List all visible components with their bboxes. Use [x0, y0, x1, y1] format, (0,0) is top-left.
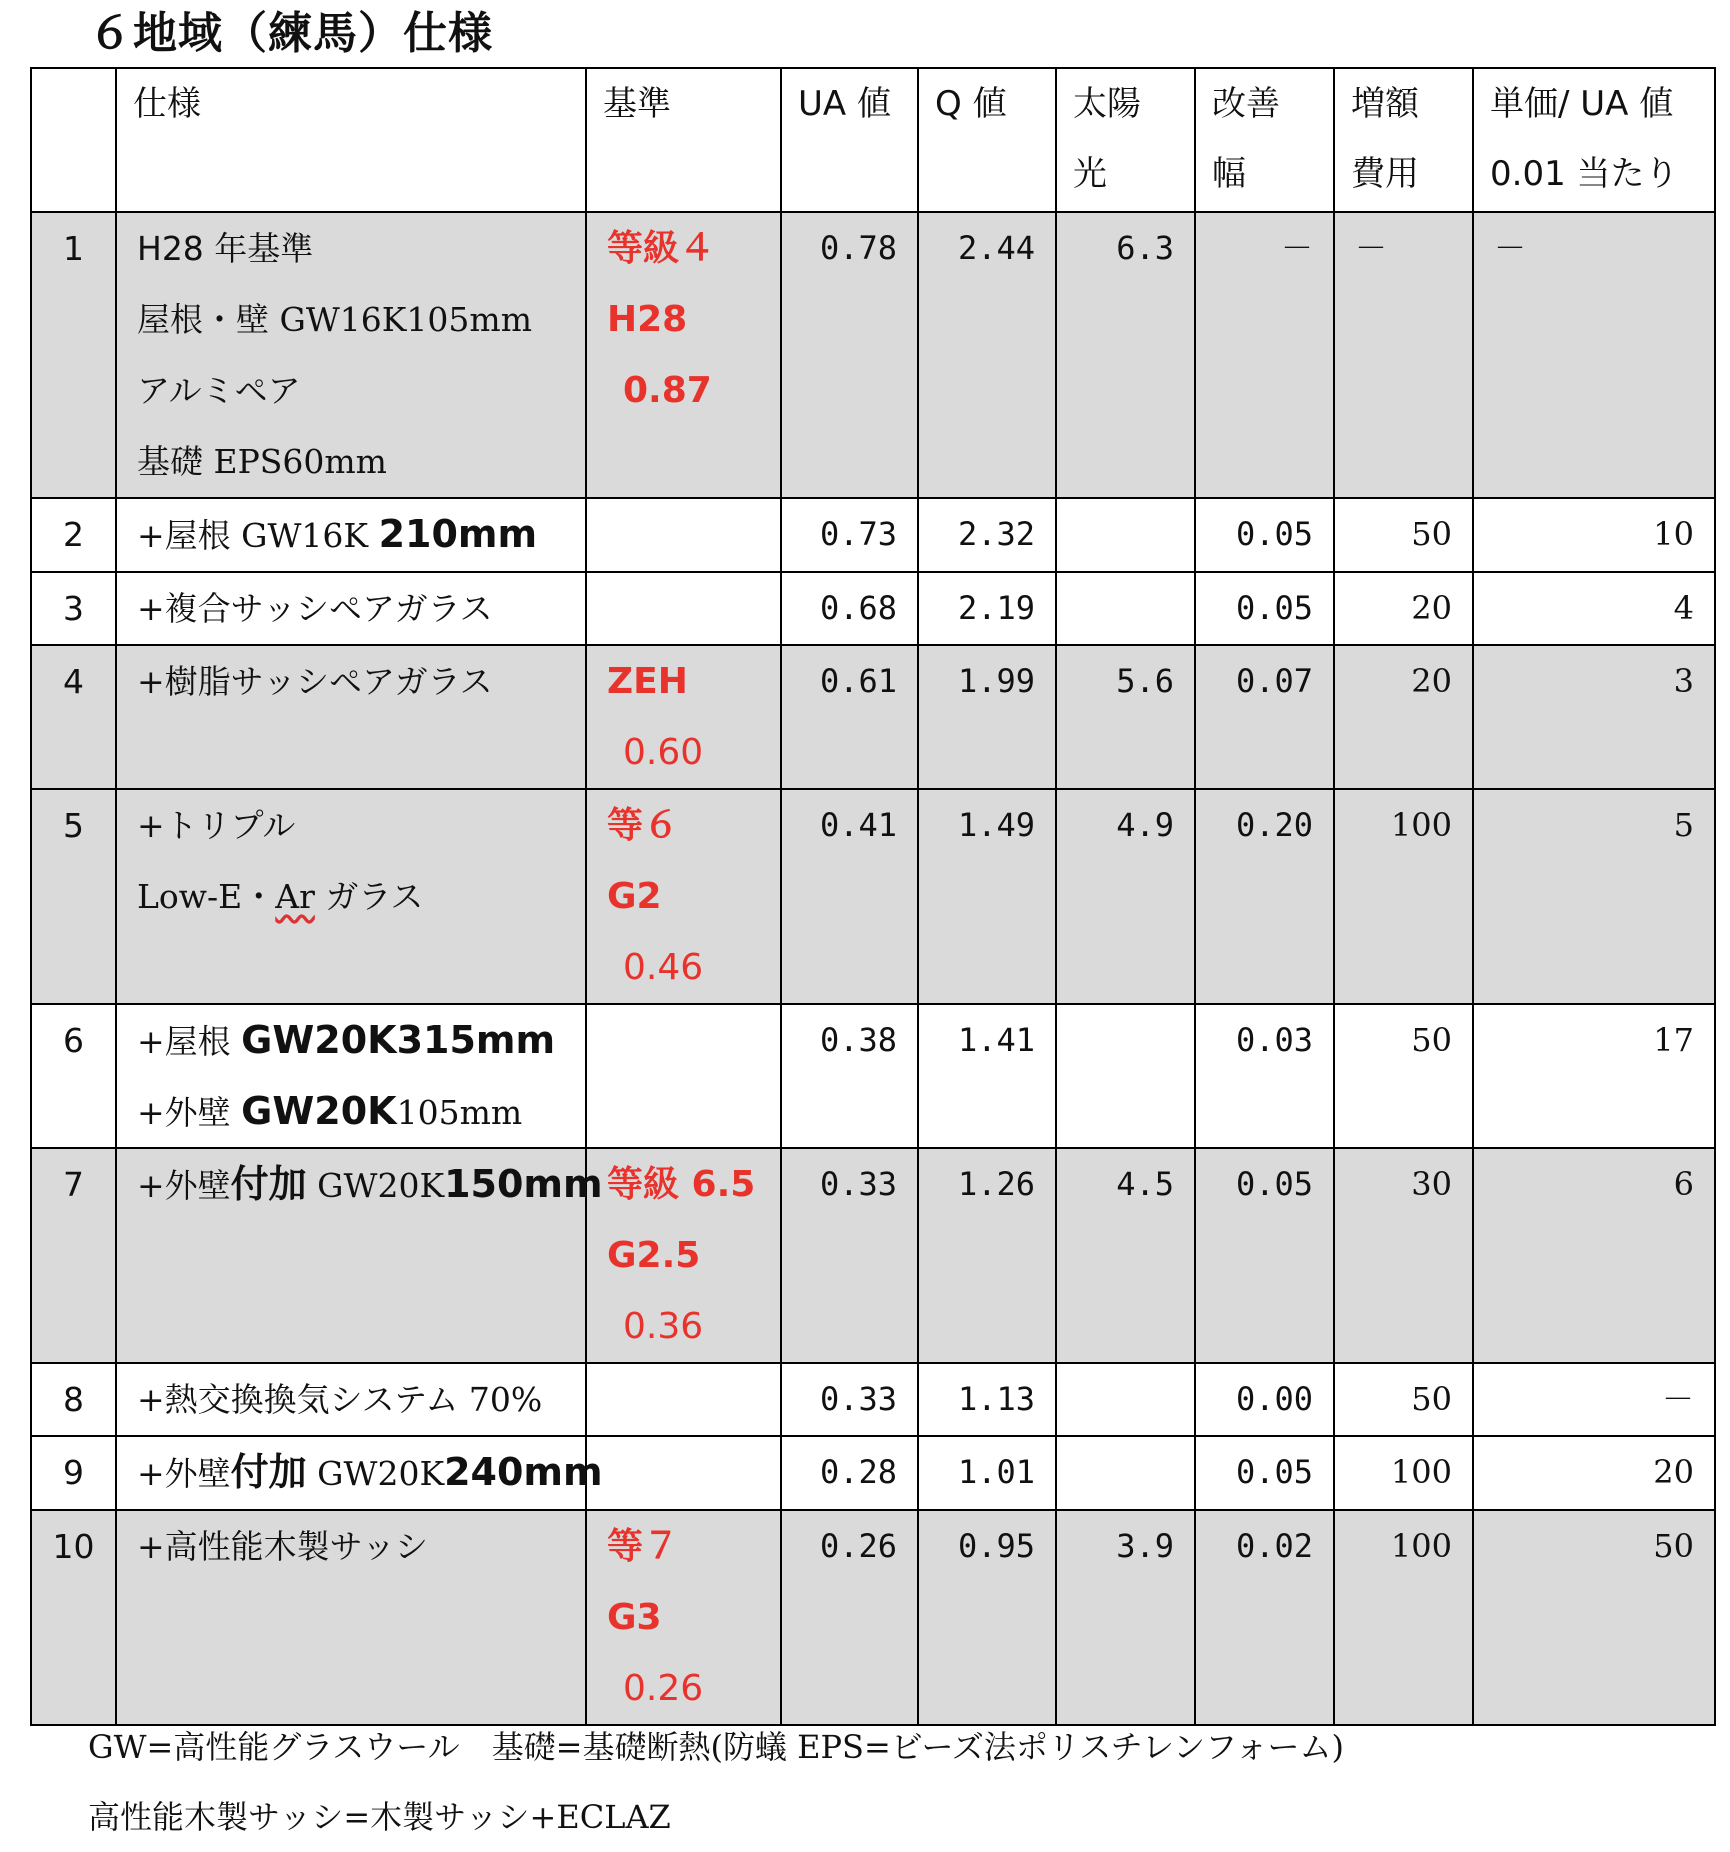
row-solar — [1056, 572, 1195, 645]
row-number: 6 — [31, 1004, 116, 1148]
row-solar — [1056, 1436, 1195, 1510]
header-row — [31, 68, 1715, 212]
table-row — [31, 645, 1715, 789]
row-q: 2.32 — [918, 498, 1056, 572]
row-unit-price: 5 — [1473, 789, 1715, 1004]
row-q: 1.01 — [918, 1436, 1056, 1510]
row-q: 1.13 — [918, 1363, 1056, 1436]
footer-note-1: GW=高性能グラスウール 基礎=基礎断熱(防蟻 EPS=ビーズ法ポリスチレンフォーム) — [88, 1728, 1345, 1766]
row-cost: 30 — [1334, 1148, 1473, 1363]
row-solar — [1056, 1004, 1195, 1148]
row-ua: 0.38 — [781, 1004, 918, 1148]
row-spec: +外壁付加 GW20K150mm — [116, 1148, 586, 1363]
row-number: 5 — [31, 789, 116, 1004]
row-unit-price: 4 — [1473, 572, 1715, 645]
row-number: 3 — [31, 572, 116, 645]
row-q: 0.95 — [918, 1510, 1056, 1725]
row-improve: 0.05 — [1195, 1436, 1334, 1510]
header-unit-price: 単価/ UA 値 0.01 当たり — [1473, 68, 1715, 212]
row-solar: 4.5 — [1056, 1148, 1195, 1363]
row-cost: 100 — [1334, 1436, 1473, 1510]
row-number: 4 — [31, 645, 116, 789]
header-ua: UA 値 — [781, 68, 918, 212]
row-cost: 20 — [1334, 572, 1473, 645]
table-row — [31, 1148, 1715, 1363]
row-unit-price: 20 — [1473, 1436, 1715, 1510]
row-standard — [586, 1363, 781, 1436]
spec-table — [30, 67, 1716, 1726]
row-standard: ZEH 0.60 — [586, 645, 781, 789]
row-standard: 等６ G2 0.46 — [586, 789, 781, 1004]
row-solar — [1056, 1363, 1195, 1436]
row-unit-price: 50 — [1473, 1510, 1715, 1725]
row-standard — [586, 572, 781, 645]
row-solar: 4.9 — [1056, 789, 1195, 1004]
row-unit-price: 10 — [1473, 498, 1715, 572]
table-row — [31, 1510, 1715, 1725]
row-ua: 0.78 — [781, 212, 918, 498]
row-cost: 20 — [1334, 645, 1473, 789]
row-q: 1.99 — [918, 645, 1056, 789]
table-row — [31, 1004, 1715, 1148]
table-row — [31, 1436, 1715, 1510]
table-row — [31, 572, 1715, 645]
row-ua: 0.73 — [781, 498, 918, 572]
row-solar: 3.9 — [1056, 1510, 1195, 1725]
row-cost: 100 — [1334, 1510, 1473, 1725]
row-cost: 100 — [1334, 789, 1473, 1004]
header-solar: 太陽 光 — [1056, 68, 1195, 212]
row-spec: +複合サッシペアガラス — [116, 572, 586, 645]
row-improve: 0.07 — [1195, 645, 1334, 789]
row-improve: 0.02 — [1195, 1510, 1334, 1725]
row-solar: 5.6 — [1056, 645, 1195, 789]
table-row — [31, 1363, 1715, 1436]
row-improve: 0.20 — [1195, 789, 1334, 1004]
row-improve: － — [1195, 212, 1334, 498]
row-number: 8 — [31, 1363, 116, 1436]
row-spec: +屋根 GW16K 210mm — [116, 498, 586, 572]
row-spec: +熱交換換気システム 70% — [116, 1363, 586, 1436]
row-improve: 0.05 — [1195, 572, 1334, 645]
row-spec: +外壁付加 GW20K240mm — [116, 1436, 586, 1510]
row-standard — [586, 1436, 781, 1510]
row-spec: +屋根 GW20K315mm +外壁 GW20K105mm — [116, 1004, 586, 1148]
header-no — [31, 68, 116, 212]
row-standard: 等級 6.5 G2.5 0.36 — [586, 1148, 781, 1363]
row-ua: 0.33 — [781, 1363, 918, 1436]
row-cost: 50 — [1334, 1004, 1473, 1148]
header-improve: 改善 幅 — [1195, 68, 1334, 212]
row-spec: +樹脂サッシペアガラス — [116, 645, 586, 789]
footer-note-2: 高性能木製サッシ=木製サッシ+ECLAZ — [88, 1798, 671, 1836]
row-unit-price: － — [1473, 212, 1715, 498]
table-row — [31, 212, 1715, 498]
header-standard: 基準 — [586, 68, 781, 212]
row-q: 1.41 — [918, 1004, 1056, 1148]
row-ua: 0.33 — [781, 1148, 918, 1363]
row-number: 9 — [31, 1436, 116, 1510]
row-ua: 0.61 — [781, 645, 918, 789]
row-q: 2.19 — [918, 572, 1056, 645]
row-solar: 6.3 — [1056, 212, 1195, 498]
row-cost: 50 — [1334, 498, 1473, 572]
row-ua: 0.68 — [781, 572, 918, 645]
page-title: ６地域（練馬）仕様 — [88, 8, 493, 59]
row-ua: 0.26 — [781, 1510, 918, 1725]
row-ua: 0.41 — [781, 789, 918, 1004]
row-q: 2.44 — [918, 212, 1056, 498]
row-number: 2 — [31, 498, 116, 572]
row-improve: 0.03 — [1195, 1004, 1334, 1148]
row-q: 1.26 — [918, 1148, 1056, 1363]
row-number: 7 — [31, 1148, 116, 1363]
row-spec: H28 年基準 屋根・壁 GW16K105mm アルミペア 基礎 EPS60mm — [116, 212, 586, 498]
row-improve: 0.05 — [1195, 498, 1334, 572]
header-q: Q 値 — [918, 68, 1056, 212]
row-unit-price: 17 — [1473, 1004, 1715, 1148]
table-row — [31, 789, 1715, 1004]
row-unit-price: 6 — [1473, 1148, 1715, 1363]
row-spec: +トリプル Low-E・Ar ガラス — [116, 789, 586, 1004]
row-q: 1.49 — [918, 789, 1056, 1004]
row-improve: 0.00 — [1195, 1363, 1334, 1436]
row-improve: 0.05 — [1195, 1148, 1334, 1363]
row-number: 1 — [31, 212, 116, 498]
row-standard — [586, 1004, 781, 1148]
row-unit-price: － — [1473, 1363, 1715, 1436]
row-spec: +高性能木製サッシ — [116, 1510, 586, 1725]
row-standard: 等級４ H28 0.87 — [586, 212, 781, 498]
row-cost: － — [1334, 212, 1473, 498]
row-unit-price: 3 — [1473, 645, 1715, 789]
row-solar — [1056, 498, 1195, 572]
row-number: 10 — [31, 1510, 116, 1725]
header-spec: 仕様 — [116, 68, 586, 212]
row-ua: 0.28 — [781, 1436, 918, 1510]
table-row — [31, 498, 1715, 572]
row-standard — [586, 498, 781, 572]
header-cost: 増額 費用 — [1334, 68, 1473, 212]
row-cost: 50 — [1334, 1363, 1473, 1436]
row-standard: 等７ G3 0.26 — [586, 1510, 781, 1725]
